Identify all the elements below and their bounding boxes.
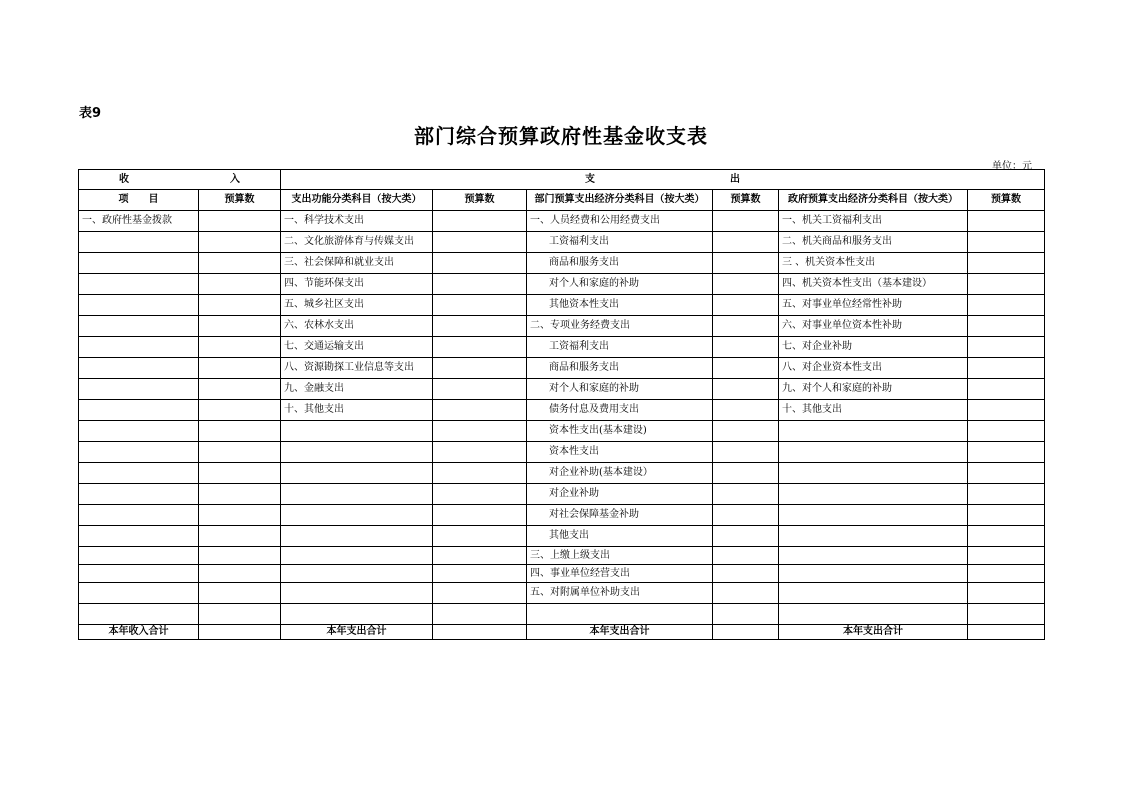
dept-total-budget-cell (713, 625, 779, 640)
income-item-cell (79, 463, 199, 484)
dept-item-cell (527, 604, 713, 625)
table-row (79, 421, 1045, 442)
dept-total-cell: 本年支出合计 (527, 625, 713, 640)
dept-item-cell: 工资福利支出 (527, 337, 713, 358)
dept-budget-cell (713, 232, 779, 253)
gov-total-cell: 本年支出合计 (779, 625, 968, 640)
gov-item-cell (779, 583, 968, 604)
gov-budget-cell (968, 547, 1045, 565)
dept-item-cell: 二、专项业务经费支出 (527, 316, 713, 337)
table-row (79, 463, 1045, 484)
dept-item-cell: 债务付息及费用支出 (527, 400, 713, 421)
dept-budget-cell (713, 583, 779, 604)
income-item-cell (79, 232, 199, 253)
table-row (79, 565, 1045, 583)
dept-item-cell: 对企业补助 (527, 484, 713, 505)
dept-budget-cell (713, 253, 779, 274)
table-row (79, 526, 1045, 547)
dept-budget-cell (713, 295, 779, 316)
gov-budget-cell (968, 379, 1045, 400)
table-row (79, 604, 1045, 625)
dept-budget-cell (713, 463, 779, 484)
page-title: 部门综合预算政府性基金收支表 (414, 124, 708, 148)
income-header (79, 170, 281, 190)
dept-item-cell: 资本性支出 (527, 442, 713, 463)
income-budget-cell (199, 337, 281, 358)
income-budget-cell (199, 421, 281, 442)
expense-header-a: 支 (585, 173, 596, 185)
income-budget-cell (199, 547, 281, 565)
income-item-cell (79, 526, 199, 547)
func-budget-cell (433, 463, 527, 484)
income-item-cell (79, 505, 199, 526)
table-row (79, 337, 1045, 358)
gov-item-cell: 二、机关商品和服务支出 (779, 232, 968, 253)
income-budget-cell (199, 565, 281, 583)
dept-item-cell: 对企业补助(基本建设） (527, 463, 713, 484)
func-item-cell: 二、文化旅游体育与传媒支出 (281, 232, 433, 253)
table-number: 表9 (79, 106, 102, 121)
table-row (79, 253, 1045, 274)
gov-budget-cell (968, 484, 1045, 505)
table-row (79, 274, 1045, 295)
table-row (79, 295, 1045, 316)
col-budget-gov: 预算数 (968, 190, 1045, 211)
income-item-cell (79, 604, 199, 625)
gov-budget-cell (968, 505, 1045, 526)
gov-budget-cell (968, 337, 1045, 358)
dept-budget-cell (713, 358, 779, 379)
gov-budget-cell (968, 358, 1045, 379)
func-item-cell: 五、城乡社区支出 (281, 295, 433, 316)
dept-budget-cell (713, 400, 779, 421)
income-budget-cell (199, 316, 281, 337)
dept-item-cell: 工资福利支出 (527, 232, 713, 253)
func-item-cell: 八、资源勘探工业信息等支出 (281, 358, 433, 379)
gov-item-cell: 十、其他支出 (779, 400, 968, 421)
dept-budget-cell (713, 316, 779, 337)
table-row (79, 316, 1045, 337)
income-item-cell (79, 547, 199, 565)
income-item-cell (79, 442, 199, 463)
gov-budget-cell (968, 295, 1045, 316)
func-budget-cell (433, 358, 527, 379)
dept-item-cell: 五、对附属单位补助支出 (527, 583, 713, 604)
gov-item-cell: 九、对个人和家庭的补助 (779, 379, 968, 400)
income-total-budget-cell (199, 625, 281, 640)
dept-budget-cell (713, 337, 779, 358)
func-item-cell (281, 526, 433, 547)
func-budget-cell (433, 565, 527, 583)
dept-item-cell: 三、上缴上级支出 (527, 547, 713, 565)
table-row (79, 211, 1045, 232)
gov-budget-cell (968, 565, 1045, 583)
gov-item-cell: 三 、机关资本性支出 (779, 253, 968, 274)
gov-budget-cell (968, 316, 1045, 337)
dept-budget-cell (713, 379, 779, 400)
func-item-cell: 四、节能环保支出 (281, 274, 433, 295)
dept-budget-cell (713, 604, 779, 625)
func-item-cell: 一、科学技术支出 (281, 211, 433, 232)
income-item-cell (79, 400, 199, 421)
income-budget-cell (199, 604, 281, 625)
col-dept: 部门预算支出经济分类科目（按大类） (527, 190, 713, 211)
gov-budget-cell (968, 400, 1045, 421)
col-item: 项 目 (79, 190, 199, 211)
gov-item-cell: 七、对企业补助 (779, 337, 968, 358)
gov-budget-cell (968, 253, 1045, 274)
dept-item-cell: 四、事业单位经营支出 (527, 565, 713, 583)
func-item-cell: 九、金融支出 (281, 379, 433, 400)
income-item-cell (79, 295, 199, 316)
income-budget-cell (199, 358, 281, 379)
dept-budget-cell (713, 565, 779, 583)
dept-budget-cell (713, 421, 779, 442)
table-row (79, 484, 1045, 505)
func-budget-cell (433, 604, 527, 625)
gov-item-cell (779, 484, 968, 505)
func-item-cell (281, 484, 433, 505)
dept-item-cell: 商品和服务支出 (527, 253, 713, 274)
income-item-cell: 一、政府性基金拨款 (79, 211, 199, 232)
func-budget-cell (433, 583, 527, 604)
dept-item-cell: 对个人和家庭的补助 (527, 274, 713, 295)
dept-budget-cell (713, 526, 779, 547)
dept-item-cell: 其他资本性支出 (527, 295, 713, 316)
col-budget-func: 预算数 (433, 190, 527, 211)
gov-budget-cell (968, 421, 1045, 442)
func-item-cell (281, 442, 433, 463)
income-item-cell (79, 379, 199, 400)
income-budget-cell (199, 505, 281, 526)
income-item-cell (79, 274, 199, 295)
income-budget-cell (199, 526, 281, 547)
gov-item-cell: 一、机关工资福利支出 (779, 211, 968, 232)
income-total-cell: 本年收入合计 (79, 625, 199, 640)
gov-item-cell (779, 604, 968, 625)
gov-item-cell (779, 442, 968, 463)
col-func: 支出功能分类科目（按大类） (281, 190, 433, 211)
income-budget-cell (199, 442, 281, 463)
gov-budget-cell (968, 583, 1045, 604)
dept-item-cell: 对社会保障基金补助 (527, 505, 713, 526)
income-header-b: 入 (229, 173, 240, 185)
unit-label: 单位：元 (992, 161, 1032, 172)
table-row (79, 442, 1045, 463)
gov-budget-cell (968, 526, 1045, 547)
dept-budget-cell (713, 211, 779, 232)
func-budget-cell (433, 505, 527, 526)
income-item-cell (79, 565, 199, 583)
func-budget-cell (433, 484, 527, 505)
func-budget-cell (433, 421, 527, 442)
func-item-cell: 七、交通运输支出 (281, 337, 433, 358)
gov-item-cell (779, 565, 968, 583)
func-item-cell (281, 505, 433, 526)
func-budget-cell (433, 316, 527, 337)
income-header-a: 收 (119, 173, 130, 185)
income-budget-cell (199, 211, 281, 232)
func-budget-cell (433, 295, 527, 316)
func-budget-cell (433, 442, 527, 463)
func-budget-cell (433, 526, 527, 547)
dept-budget-cell (713, 442, 779, 463)
column-header-row (79, 190, 1045, 211)
dept-budget-cell (713, 505, 779, 526)
table-row (79, 400, 1045, 421)
table-row (79, 358, 1045, 379)
income-budget-cell (199, 232, 281, 253)
func-item-cell: 十、其他支出 (281, 400, 433, 421)
totals-row (79, 625, 1045, 640)
gov-item-cell (779, 505, 968, 526)
table-row (79, 379, 1045, 400)
gov-budget-cell (968, 232, 1045, 253)
gov-item-cell: 六、对事业单位资本性补助 (779, 316, 968, 337)
income-budget-cell (199, 583, 281, 604)
gov-item-cell: 四、机关资本性支出（基本建设） (779, 274, 968, 295)
gov-total-budget-cell (968, 625, 1045, 640)
table-row (79, 547, 1045, 565)
gov-item-cell (779, 421, 968, 442)
func-item-cell (281, 583, 433, 604)
gov-budget-cell (968, 211, 1045, 232)
func-budget-cell (433, 337, 527, 358)
expense-header-b: 出 (730, 173, 741, 185)
income-budget-cell (199, 274, 281, 295)
func-item-cell: 三、社会保障和就业支出 (281, 253, 433, 274)
func-item-cell (281, 565, 433, 583)
budget-table (78, 169, 1045, 640)
dept-budget-cell (713, 547, 779, 565)
func-item-cell (281, 547, 433, 565)
col-budget-income: 预算数 (199, 190, 281, 211)
dept-item-cell: 其他支出 (527, 526, 713, 547)
dept-item-cell: 一、人员经费和公用经费支出 (527, 211, 713, 232)
func-budget-cell (433, 547, 527, 565)
func-budget-cell (433, 379, 527, 400)
func-item-cell (281, 604, 433, 625)
col-budget-dept: 预算数 (713, 190, 779, 211)
income-budget-cell (199, 484, 281, 505)
income-item-cell (79, 316, 199, 337)
dept-budget-cell (713, 484, 779, 505)
income-item-cell (79, 253, 199, 274)
income-budget-cell (199, 400, 281, 421)
func-budget-cell (433, 211, 527, 232)
table-row (79, 583, 1045, 604)
dept-budget-cell (713, 274, 779, 295)
dept-item-cell: 对个人和家庭的补助 (527, 379, 713, 400)
gov-item-cell: 五、对事业单位经常性补助 (779, 295, 968, 316)
table-row (79, 232, 1045, 253)
income-item-cell (79, 583, 199, 604)
dept-item-cell: 资本性支出(基本建设) (527, 421, 713, 442)
income-item-cell (79, 421, 199, 442)
expense-header (281, 170, 1045, 190)
gov-budget-cell (968, 442, 1045, 463)
func-item-cell (281, 421, 433, 442)
func-budget-cell (433, 400, 527, 421)
table-row (79, 505, 1045, 526)
func-total-budget-cell (433, 625, 527, 640)
gov-item-cell: 八、对企业资本性支出 (779, 358, 968, 379)
func-item-cell: 六、农林水支出 (281, 316, 433, 337)
func-budget-cell (433, 232, 527, 253)
top-header-row (79, 170, 1045, 190)
func-budget-cell (433, 253, 527, 274)
income-budget-cell (199, 295, 281, 316)
gov-item-cell (779, 547, 968, 565)
func-item-cell (281, 463, 433, 484)
income-budget-cell (199, 253, 281, 274)
gov-budget-cell (968, 463, 1045, 484)
income-budget-cell (199, 379, 281, 400)
income-budget-cell (199, 463, 281, 484)
gov-budget-cell (968, 604, 1045, 625)
income-item-cell (79, 337, 199, 358)
gov-item-cell (779, 526, 968, 547)
gov-item-cell (779, 463, 968, 484)
gov-budget-cell (968, 274, 1045, 295)
func-budget-cell (433, 274, 527, 295)
func-total-cell: 本年支出合计 (281, 625, 433, 640)
income-item-cell (79, 358, 199, 379)
income-item-cell (79, 484, 199, 505)
col-gov: 政府预算支出经济分类科目（按大类） (779, 190, 968, 211)
dept-item-cell: 商品和服务支出 (527, 358, 713, 379)
